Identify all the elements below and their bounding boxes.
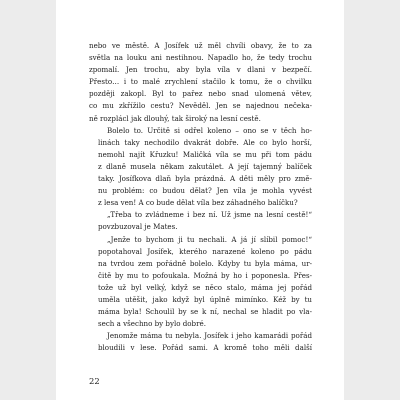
text-line: později zakopl. Byl to pařez nebo snad ulomená větev, (89, 89, 312, 99)
text-line: nebo ve městě. A Josífek už měl chvíli obavy, že to za (89, 41, 312, 50)
text-line: máma byla! Schoulil by se k ní, nechal se hladit po vla- (98, 307, 312, 317)
text-line: sech a všechno by bylo dobré. (98, 319, 206, 329)
text-line: čitě by mu to pofoukala. Možná by ho i poponesla. Přes- (98, 270, 312, 280)
text-line: „Třeba to zvládneme i bez ní. Už jsme na lesní cestě!“ (107, 210, 312, 220)
text-line: zpomalí. Jen trochu, aby byla víla v dlani v bezpečí. (89, 65, 312, 75)
text-line: co mu zkřížilo cestu? Nevěděl. Jen se najednou nečeka- (89, 101, 312, 111)
page-number: 22 (89, 376, 100, 386)
text-line: tože už byl velký, když se něco stalo, máma jej pořád (98, 282, 312, 292)
paragraph (89, 40, 312, 125)
text-line: uměla utěšit, jako když byl úplně mimínko. Kéž by tu (98, 294, 312, 304)
text-line: „Jenže to bychom ji tu nechali. A já jí slíbil pomoc!“ (107, 234, 312, 244)
paragraph (89, 330, 312, 354)
text-line: světla na louku ani nestihnou. Napadlo ho, že tedy trochu (89, 53, 312, 63)
text-line: ně rozplácl jak dlouhý, tak široký na lesní cestě. (89, 113, 261, 123)
text-line: z lesa ven! A co bude dělat víla bez záhadného balíčku? (98, 198, 298, 208)
text-line: linách taky nechodilo dvakrát dobře. Ale co bylo horší, (98, 137, 312, 147)
text-line: bloudili v lese. Pořád sami. A kromě toho měli další (98, 343, 312, 353)
text-line: popotahoval Josífek, kterého narazené koleno po pádu (98, 246, 312, 256)
text-line: taky. Josífkova dlaň byla prázdná. A děti měly pro změ- (98, 174, 312, 184)
text-line: na tvrdou zem pořádně bolelo. Kdyby tu byla máma, ur- (98, 258, 312, 268)
text-line: nu problém: co budou dělat? Jen víla je mohla vyvést (98, 186, 312, 196)
text-line: nemohl najít Křuzku! Maličká víla se mu při tom pádu (98, 149, 312, 159)
text-line: Přesto… i to malé zrychlení stačilo k tomu, že o chvilku (89, 77, 312, 87)
paragraph (89, 125, 312, 210)
text-line: Bolelo to. Určitě si odřel koleno – ono se v těch ho- (107, 125, 312, 135)
text-line: povzbuzoval je Mates. (98, 222, 178, 232)
paragraph (89, 234, 312, 331)
text-line: Jenomže máma tu nebyla. Josífek i jeho kamarádi pořád (107, 331, 312, 341)
paragraph (89, 209, 312, 233)
body-text (89, 40, 312, 354)
text-line: z dlaně musela někam zakutálet. A její tajemný balíček (98, 161, 312, 171)
book-page (56, 0, 344, 400)
